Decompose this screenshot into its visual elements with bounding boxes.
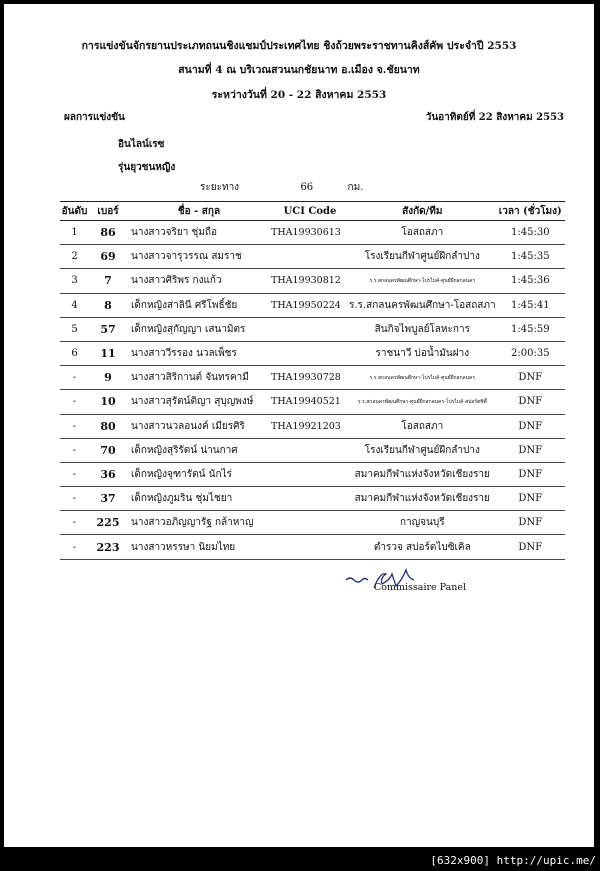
cell-name: นางสาวอภิญญารัฐ กล้าหาญ <box>127 511 271 535</box>
cell-team: ร.ร.สกลนครพัฒนศึกษา-ศูนย์ฝึกสกลนคร-โปรไบค์-สปอร์ตซิตี้ <box>349 390 496 414</box>
title-line-3: ระหว่างวันที่ 20 - 22 สิงหาคม 2553 <box>211 89 387 101</box>
cell-time: DNF <box>496 438 565 462</box>
table-row <box>60 317 565 341</box>
cell-bib: 225 <box>89 511 127 535</box>
document-page <box>4 4 594 847</box>
table-row <box>60 221 565 245</box>
cell-team: ร.ร.สกลนครพัฒนศึกษา-โอสถสภา <box>349 293 496 317</box>
table-row <box>60 366 565 390</box>
distance-label: ระยะทาง <box>200 182 240 193</box>
col-time: เวลา (ชั่วโมง) <box>496 202 565 221</box>
cell-name: เด็กหญิงสุกัญญา เสนามิตร <box>127 317 271 341</box>
cell-rank: - <box>60 462 89 486</box>
image-host-badge: [632x900] http://upic.me/ <box>430 854 596 867</box>
cell-rank: - <box>60 511 89 535</box>
cell-bib: 10 <box>89 390 127 414</box>
table-header-row <box>60 202 565 221</box>
table-row <box>60 390 565 414</box>
cell-rank: - <box>60 487 89 511</box>
col-name: ชื่อ - สกุล <box>127 202 271 221</box>
cell-team: สินกิจไพบูลย์โลหะการ <box>349 317 496 341</box>
cell-uci: THA19930728 <box>271 366 349 390</box>
cell-bib: 7 <box>89 269 127 293</box>
cell-name: เด็กหญิงจุฑารัตน์ นักไร่ <box>127 462 271 486</box>
distance-value: 66 <box>300 182 314 193</box>
cell-rank: - <box>60 366 89 390</box>
cell-rank: - <box>60 535 89 559</box>
table-body <box>60 221 565 560</box>
col-bib: เบอร์ <box>89 202 127 221</box>
table-row <box>60 269 565 293</box>
cell-name: นางสาวนวลอนงค์ เมียรศิริ <box>127 414 271 438</box>
col-team: สังกัด/ทีม <box>349 202 496 221</box>
cell-rank: 2 <box>60 245 89 269</box>
table-row <box>60 438 565 462</box>
cell-time: 1:45:30 <box>496 221 565 245</box>
cell-team: โรงเรียนกีฬาศูนย์ฝึกลำปาง <box>349 245 496 269</box>
cell-team: ร.ร.สกลนครพัฒนศึกษา-โปรไบค์-ศูนย์ฝึกสกลนคร <box>349 366 496 390</box>
table-row <box>60 462 565 486</box>
cell-bib: 80 <box>89 414 127 438</box>
cell-rank: - <box>60 438 89 462</box>
cell-name: เด็กหญิงสาลินี ศรีโพธิ์ชัย <box>127 293 271 317</box>
table-row <box>60 341 565 365</box>
table-row <box>60 487 565 511</box>
cell-time: 1:45:35 <box>496 245 565 269</box>
cell-bib: 69 <box>89 245 127 269</box>
title-line-2: สนามที่ 4 ณ บริเวณสวนนกชัยนาท อ.เมือง จ.ชัยนาท <box>178 64 420 76</box>
cell-uci <box>271 438 349 462</box>
cell-uci <box>271 462 349 486</box>
cell-uci: THA19940521 <box>271 390 349 414</box>
col-rank: อันดับ <box>60 202 89 221</box>
cell-rank: - <box>60 414 89 438</box>
table-row <box>60 293 565 317</box>
cell-uci <box>271 341 349 365</box>
cell-uci <box>271 535 349 559</box>
cell-time: DNF <box>496 414 565 438</box>
cell-rank: - <box>60 390 89 414</box>
cell-time: DNF <box>496 487 565 511</box>
cell-time: 2:00:35 <box>496 341 565 365</box>
cell-bib: 8 <box>89 293 127 317</box>
results-table <box>60 201 565 560</box>
commissaire-label: Commissaire Panel <box>374 582 467 593</box>
col-uci: UCI Code <box>271 202 349 221</box>
cell-bib: 37 <box>89 487 127 511</box>
cell-uci: THA19950224 <box>271 293 349 317</box>
cell-uci: THA19930812 <box>271 269 349 293</box>
cell-bib: 36 <box>89 462 127 486</box>
table-row <box>60 511 565 535</box>
table-row <box>60 245 565 269</box>
cell-team: โอสถสภา <box>349 221 496 245</box>
cell-time: DNF <box>496 366 565 390</box>
table-row <box>60 535 565 559</box>
cell-name: เด็กหญิงภูมริน ชุ่มไชยา <box>127 487 271 511</box>
cell-name: เด็กหญิงสุริรัตน์ น่านกาศ <box>127 438 271 462</box>
title-line-1: การแข่งขันจักรยานประเภทถนนชิงแชมป์ประเทศไทย ชิงถ้วยพระราชทานคิงส์คัพ ประจำปี 2553 <box>81 40 517 52</box>
cell-bib: 86 <box>89 221 127 245</box>
cell-bib: 70 <box>89 438 127 462</box>
cell-time: DNF <box>496 535 565 559</box>
cell-name: นางสาวศิริพร กงแก้ว <box>127 269 271 293</box>
cell-rank: 3 <box>60 269 89 293</box>
table-row <box>60 414 565 438</box>
cell-time: DNF <box>496 390 565 414</box>
cell-team: สมาคมกีฬาแห่งจังหวัดเชียงราย <box>349 462 496 486</box>
cell-time: 1:45:36 <box>496 269 565 293</box>
cell-uci: THA19930613 <box>271 221 349 245</box>
event-name: อินไลน์เรซ <box>118 139 165 150</box>
cell-bib: 223 <box>89 535 127 559</box>
cell-team: โรงเรียนกีฬาศูนย์ฝึกลำปาง <box>349 438 496 462</box>
cell-bib: 57 <box>89 317 127 341</box>
date-label: วันอาทิตย์ที่ 22 สิงหาคม 2553 <box>425 112 564 123</box>
cell-uci <box>271 487 349 511</box>
cell-uci <box>271 245 349 269</box>
category-name: รุ่นยุวชนหญิง <box>118 162 176 173</box>
cell-rank: 6 <box>60 341 89 365</box>
cell-name: นางสาวสุรัตน์ติญา สุบุญพงษ์ <box>127 390 271 414</box>
cell-rank: 1 <box>60 221 89 245</box>
cell-team: ราชนาวี บ่อน้ำมันฝาง <box>349 341 496 365</box>
cell-name: นางสาวจริยา ชุ่มถือ <box>127 221 271 245</box>
cell-time: 1:45:59 <box>496 317 565 341</box>
distance-row <box>200 180 363 195</box>
cell-name: นางสาวหรรษา นิยมไทย <box>127 535 271 559</box>
cell-bib: 11 <box>89 341 127 365</box>
cell-rank: 4 <box>60 293 89 317</box>
cell-team: โอสถสภา <box>349 414 496 438</box>
cell-time: 1:45:41 <box>496 293 565 317</box>
cell-time: DNF <box>496 462 565 486</box>
cell-uci <box>271 317 349 341</box>
cell-uci: THA19921203 <box>271 414 349 438</box>
cell-name: นางสาวสิริกานต์ จันทรคามี <box>127 366 271 390</box>
cell-team: สมาคมกีฬาแห่งจังหวัดเชียงราย <box>349 487 496 511</box>
cell-team: กาญจนบุรี <box>349 511 496 535</box>
distance-unit: กม. <box>347 182 364 193</box>
results-label: ผลการแข่งขัน <box>64 112 125 123</box>
cell-uci <box>271 511 349 535</box>
cell-time: DNF <box>496 511 565 535</box>
cell-name: นางสาวจารุวรรณ สมราช <box>127 245 271 269</box>
cell-bib: 9 <box>89 366 127 390</box>
cell-team: ตำรวจ สปอร์ตไบซิเคิล <box>349 535 496 559</box>
cell-team: ร.ร.สกลนครพัฒนศึกษา-โปรไบค์-ศูนย์ฝึกสกลนคร <box>349 269 496 293</box>
cell-rank: 5 <box>60 317 89 341</box>
cell-name: นางสาววีรรอง นวลเพ็ชร <box>127 341 271 365</box>
